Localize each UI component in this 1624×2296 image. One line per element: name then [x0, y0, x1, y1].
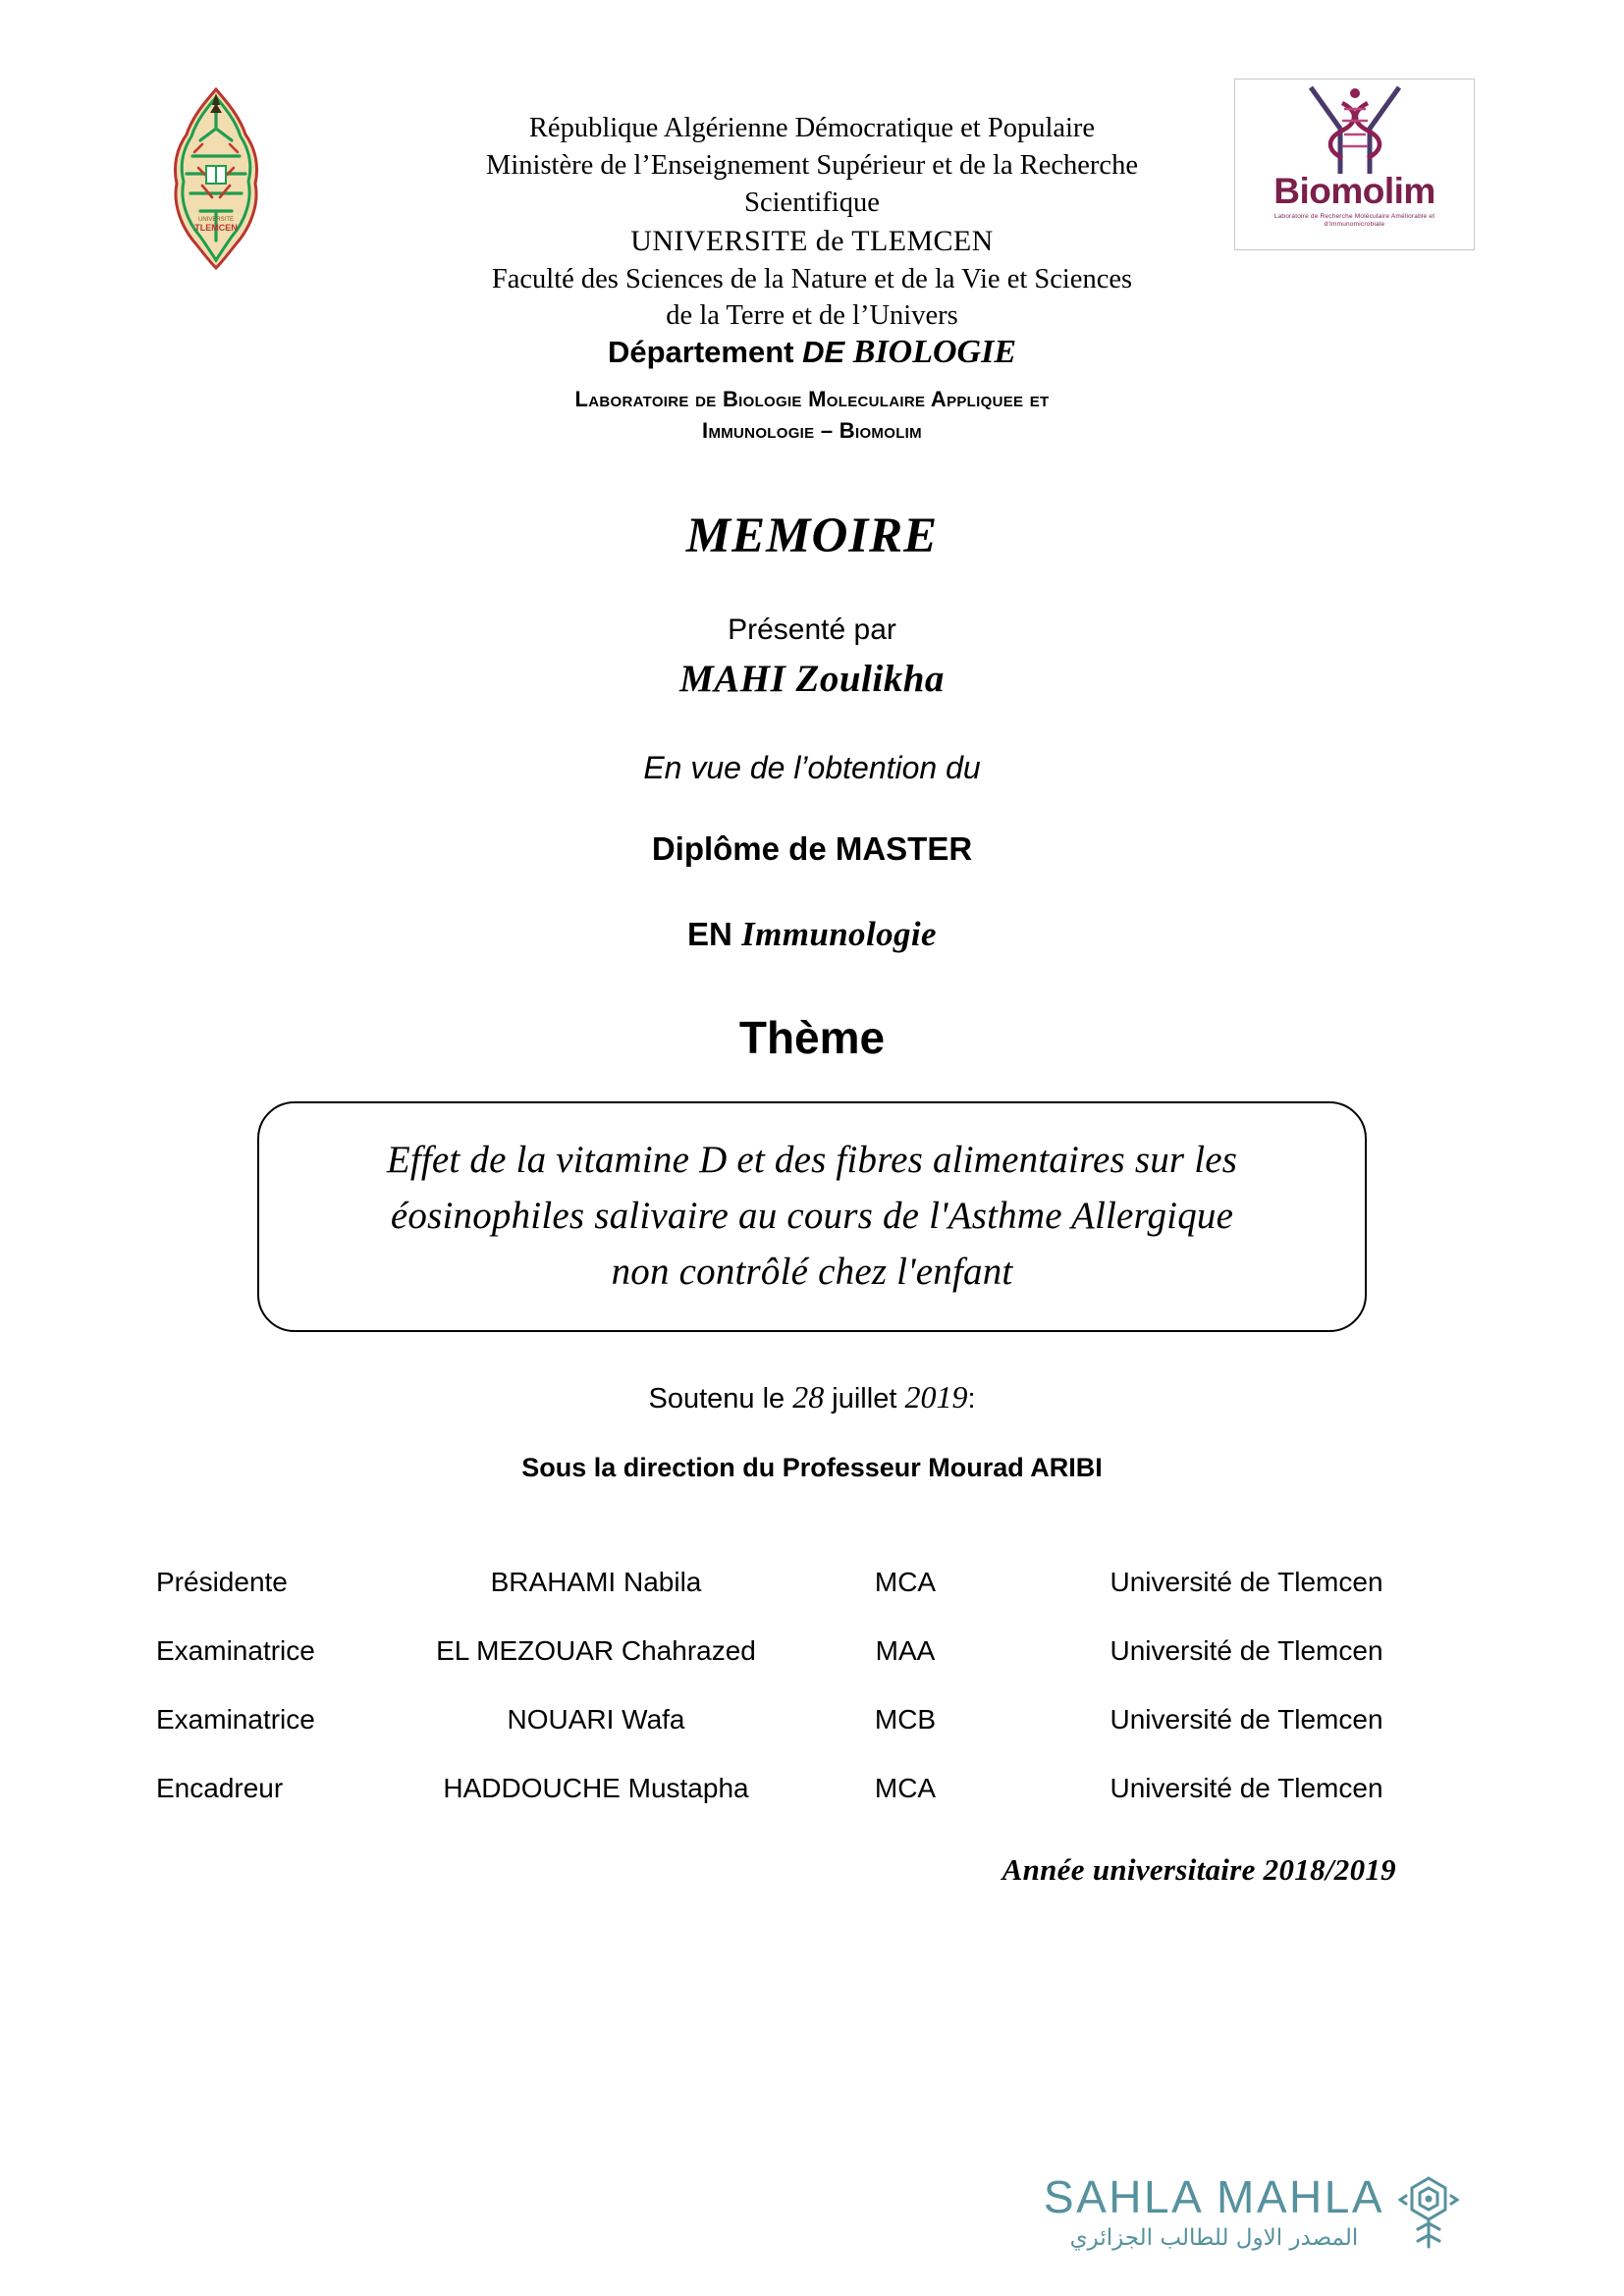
jury-name: NOUARI Wafa — [507, 1703, 685, 1735]
jury-grade: MCA — [874, 1772, 937, 1803]
theme-label: Thème — [738, 1011, 886, 1063]
jury-role: Examinatrice — [156, 1634, 315, 1666]
defense-suffix: : — [967, 1382, 976, 1415]
specialty-prefix: EN — [687, 915, 742, 952]
header-line-university: UNIVERSITE de TLEMCEN — [630, 224, 994, 257]
sahla-mahla-wordblock — [1043, 2171, 1384, 2251]
jury-affiliation: Université de Tlemcen — [1110, 1703, 1383, 1735]
document-type-title: MEMOIRE — [685, 507, 939, 563]
jury-name: BRAHAMI Nabila — [490, 1566, 702, 1597]
table-row — [135, 1685, 1489, 1754]
biomolim-dna-icon — [1281, 83, 1429, 177]
sahla-mahla-watermark — [1043, 2171, 1459, 2251]
jury-name: EL MEZOUAR Chahrazed — [436, 1634, 756, 1666]
defense-year: 2019 — [904, 1378, 968, 1415]
laboratory-line-1: Laboratoire de Biologie Moleculaire Appliquee et — [574, 387, 1050, 411]
presented-by-label: Présenté par — [728, 613, 896, 646]
defense-prefix: Soutenu le — [648, 1382, 793, 1415]
defense-day: 28 — [792, 1378, 825, 1415]
biomolim-logo — [1234, 79, 1475, 250]
jury-grade: MAA — [875, 1634, 936, 1666]
department-name: BIOLOGIE — [852, 334, 1017, 370]
jury-role: Examinatrice — [156, 1703, 315, 1735]
jury-grade: MCA — [874, 1566, 937, 1597]
sahla-mahla-arabic-tagline: المصدر الاول للطالب الجزائري — [1069, 2225, 1359, 2251]
specialty-name: Immunologie — [741, 914, 937, 953]
theme-line-2: éosinophiles salivaire au cours de l'Asthme Allergique — [390, 1195, 1234, 1237]
table-row — [135, 1754, 1489, 1823]
header-line-faculty-2: de la Terre et de l’Univers — [666, 300, 958, 332]
department-title — [0, 334, 1624, 371]
sahla-mahla-name: SAHLA MAHLA — [1043, 2171, 1384, 2222]
jury-affiliation: Université de Tlemcen — [1110, 1634, 1383, 1666]
biomolim-wordmark: Biomolim — [1273, 171, 1435, 211]
jury-role: Présidente — [156, 1566, 288, 1597]
sahla-mahla-emblem-icon — [1398, 2174, 1459, 2251]
page-header — [0, 0, 1624, 332]
jury-role: Encadreur — [156, 1772, 284, 1803]
table-row — [135, 1617, 1489, 1685]
supervisor-line: Sous la direction du Professeur Mourad ARIBI — [521, 1452, 1103, 1482]
svg-text:TLEMCEN: TLEMCEN — [194, 223, 238, 233]
department-prefix: Département — [607, 335, 803, 369]
header-line-faculty-1: Faculté des Sciences de la Nature et de la Vie et Sciences — [491, 263, 1133, 294]
theme-text — [387, 1133, 1237, 1300]
biomolim-tagline: Laboratoire de Recherche Moléculaire Améliorable et d'Immunomicrobiale — [1273, 213, 1435, 229]
university-crest-icon — [147, 83, 285, 270]
jury-name: HADDOUCHE Mustapha — [443, 1772, 749, 1803]
academic-year: Année universitaire 2018/2019 — [1001, 1851, 1396, 1887]
header-line-scientific: Scientifique — [744, 187, 880, 218]
theme-box — [257, 1101, 1367, 1332]
header-line-ministry: Ministère de l’Enseignement Supérieur et de la Recherche — [486, 149, 1138, 181]
jury-grade: MCB — [874, 1703, 937, 1735]
jury-affiliation: Université de Tlemcen — [1110, 1566, 1383, 1597]
defense-date-line — [0, 1379, 1624, 1415]
department-de: DE — [802, 335, 853, 369]
institution-header — [324, 110, 1300, 335]
jury-affiliation: Université de Tlemcen — [1110, 1772, 1383, 1803]
table-row — [135, 1548, 1489, 1617]
theme-line-1: Effet de la vitamine D et des fibres alimentaires sur les — [386, 1139, 1238, 1182]
diploma-title: Diplôme de MASTER — [651, 829, 973, 867]
laboratory-title — [0, 384, 1624, 447]
author-name: MAHI Zoulikha — [679, 657, 945, 700]
theme-line-3: non contrôlé chez l'enfant — [611, 1250, 1013, 1293]
specialty-line — [0, 915, 1624, 954]
in-view-of-label: En vue de l’obtention du — [643, 749, 981, 785]
header-line-republic: République Algérienne Démocratique et Populaire — [528, 113, 1096, 143]
jury-table — [135, 1548, 1489, 1823]
defense-month: juillet — [824, 1382, 905, 1415]
svg-text:UNIVERSITE: UNIVERSITE — [197, 217, 235, 223]
laboratory-line-2: Immunologie – Biomolim — [702, 417, 922, 443]
